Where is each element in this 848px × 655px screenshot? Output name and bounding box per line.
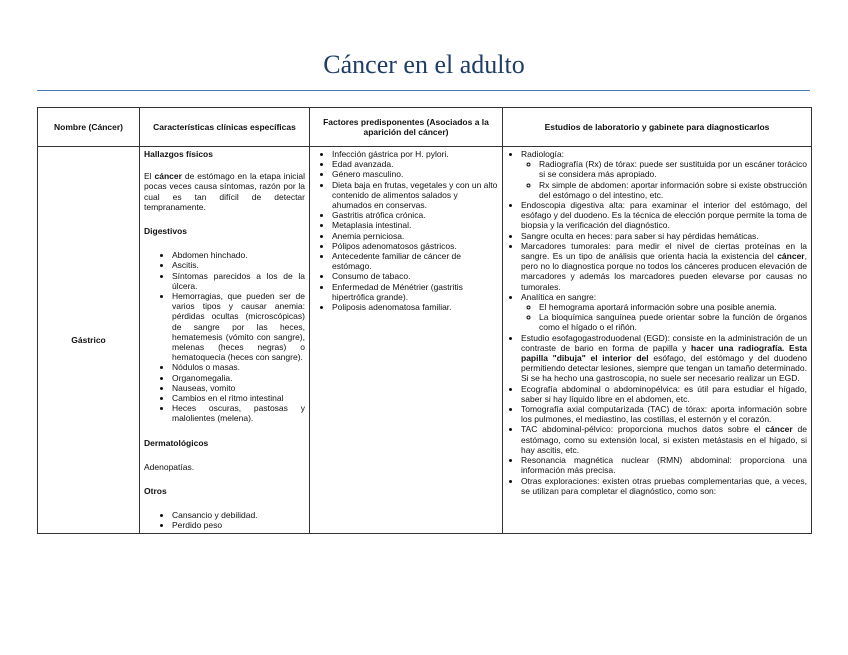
cancer-table [37,107,812,534]
dermatologicos-text: Adenopatías. [144,461,195,472]
otros-list [144,510,305,530]
heading-dermatologicos: Dermatológicos [144,437,209,448]
list-item: • Ascitis. [172,260,305,270]
list-item: ◦ El hemograma aportará información sobre una posible anemia. [539,302,807,312]
header-caracteristicas: Características clínicas específicas [140,108,310,147]
list-item: • Hemorragias, que pueden ser de varios tipos y causar anemia: pérdidas ocultas (microscópicas) de sangre por las heces, hematemesis (vómito con sangre), melenas (heces negras) o hematoquecia (heces con sangre). [172,291,305,362]
list-item: • Otras exploraciones: existen otras pruebas complementarias que, a veces, se utilizan para completar el diagnóstico, como son: [521,476,807,496]
list-item: • TAC abdominal-pélvico: proporciona muchos datos sobre el cáncer de estómago, como su extensión local, si existen metástasis en el hígado, si hay ascitis, etc. [521,424,807,455]
list-item: • Organomegalia. [172,373,305,383]
list-item: • Perdido peso [172,520,305,530]
list-item: • Marcadores tumorales: para medir el nivel de ciertas proteínas en la sangre. Es un tipo de análisis que orienta hacia la existencia del cáncer, pero no lo diagnostica porque no todos los cánceres producen elevación de marcadores y además los marcadores pueden elevarse por causas no tumorales. [521,241,807,292]
list-item: • Infección gástrica por H. pylori. [332,149,498,159]
header-estudios: Estudios de laboratorio y gabinete para diagnosticarlos [503,108,812,147]
list-item: • Género masculino. [332,169,498,179]
list-item: • Estudio esofagogastroduodenal (EGD): consiste en la administración de un contraste de bario en forma de papilla y hacer una radiografía. Esta papilla "dibuja" el interior del esófago, del estómago y del duodeno permitiendo detectar lesiones, siempre que tengan un tamaño determinado. Si se ha hecho una gastroscopia, no suele ser necesario realizar un EGD. [521,333,807,384]
estudios-list [507,149,807,496]
list-item: • Consumo de tabaco. [332,271,498,281]
page-title: Cáncer en el adulto [323,50,525,79]
list-item: • Resonancia magnética nuclear (RMN) abdominal: proporciona una información más precisa. [521,455,807,475]
list-item: • Analítica en sangre: ◦ El hemograma aportará información sobre una posible anemia. ◦ La bioquímica sanguínea puede orientar sobre la función de órganos como el hígado o el riñón. [521,292,807,333]
intro-text: El cáncer de estómago en la etapa inicial pocas veces causa síntomas, razón por la cual es tan difícil de detectar tempranamente. [144,171,305,212]
cell-nombre: Gástrico [38,147,140,534]
list-item: • Pólipos adenomatosos gástricos. [332,241,498,251]
list-item: • Edad avanzada. [332,159,498,169]
heading-hallazgos: Hallazgos físicos [144,149,213,159]
list-item: • Tomografía axial computarizada (TAC) de tórax: aporta información sobre los pulmones, el mediastino, las costillas, el esternón y el corazón. [521,404,807,424]
list-item: • Metaplasia intestinal. [332,220,498,230]
heading-digestivos: Digestivos [144,226,187,237]
list-item: • Antecedente familiar de cáncer de estómago. [332,251,498,271]
cell-factores [310,147,503,534]
list-item: • Cansancio y debilidad. [172,510,305,520]
list-item: • Anemia perniciosa. [332,231,498,241]
list-item: ◦ Radiografía (Rx) de tórax: puede ser sustituida por un escáner torácico si se considera más apropiado. [539,159,807,179]
list-item: • Nauseas, vomito [172,383,305,393]
list-item: • Enfermedad de Ménétrier (gastritis hipertrófica grande). [332,282,498,302]
factores-list [314,149,498,312]
table-row [38,147,812,534]
list-item: ◦ Rx simple de abdomen: aportar información sobre si existe obstrucción del estómago o del intestino, etc. [539,180,807,200]
list-item: • Gastritis atrófica crónica. [332,210,498,220]
list-item: • Poliposis adenomatosa familiar. [332,302,498,312]
list-item: • Heces oscuras, pastosas y malolientes (melena). [172,403,305,423]
header-nombre: Nombre (Cáncer) [38,108,140,147]
list-item: • Síntomas parecidos a los de la úlcera. [172,271,305,291]
heading-otros: Otros [144,486,167,497]
digestivos-list [144,250,305,423]
list-item: • Sangre oculta en heces: para saber si hay pérdidas hemáticas. [521,231,807,241]
list-item: • Ecografía abdominal o abdominopélvica: es útil para estudiar el hígado, saber si hay líquido libre en el abdomen, etc. [521,384,807,404]
list-item: ◦ La bioquímica sanguínea puede orientar sobre la función de órganos como el hígado o el riñón. [539,312,807,332]
cell-estudios [503,147,812,534]
list-item: • Radiología: ◦ Radiografía (Rx) de tórax: puede ser sustituida por un escáner torácico si se considera más apropiado. ◦ Rx simple de abdomen: aportar información sobre si existe obstrucción del estómago o del intestino, etc. [521,149,807,200]
radiologia-sublist [521,159,807,200]
list-item: • Nódulos o masas. [172,362,305,372]
list-item: • Cambios en el ritmo intestinal [172,393,305,403]
list-item: • Abdomen hinchado. [172,250,305,260]
table-header-row [38,108,812,147]
list-item: • Dieta baja en frutas, vegetales y con un alto contenido de alimentos salados y ahumados en conservas. [332,180,498,211]
list-item: • Endoscopia digestiva alta: para examinar el interior del estómago, del esófago y del duodeno. Es la técnica de elección porque permite la toma de biopsia y la verificación del diagnóstico. [521,200,807,231]
title-rule [37,90,810,91]
analitica-sublist [521,302,807,333]
cell-caracteristicas [140,147,310,534]
header-factores: Factores predisponentes (Asociados a la aparición del cáncer) [310,108,503,147]
